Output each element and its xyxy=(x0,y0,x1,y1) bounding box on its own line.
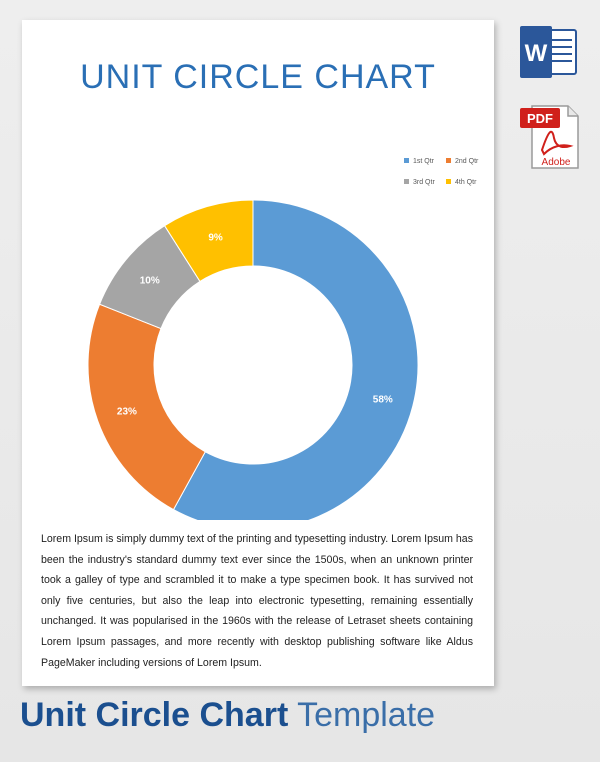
data-label-1st-qtr: 58% xyxy=(372,394,393,406)
word-icon-letter: W xyxy=(524,40,548,67)
chart-slices xyxy=(88,200,418,520)
footer-title-strong: Unit Circle Chart xyxy=(20,696,289,734)
body-paragraph: Lorem Ipsum is simply dummy text of the printing and typesetting industry. Lorem Ipsum has been the industry's standard dummy text ever since the 1500s, when an unknown printer took a galley of type and scrambled it to make a type specimen book. It has survived not only five centuries, but also the leap into electronic typesetting, remaining essentially unchanged. It was popularised in the 1960s with the release of Letraset sheets containing Lorem Ipsum passages, and more recently with desktop publishing software like Aldus PageMaker including versions of Lorem Ipsum. xyxy=(41,533,473,669)
donut-chart xyxy=(22,20,494,520)
legend-label-1st-qtr: 1st Qtr xyxy=(413,158,435,165)
slice-2nd-qtr xyxy=(88,304,205,509)
footer-title xyxy=(20,696,435,735)
document-page xyxy=(22,20,494,686)
legend-label-2nd-qtr: 2nd Qtr xyxy=(455,158,479,165)
word-icon[interactable] xyxy=(518,26,578,78)
data-label-2nd-qtr: 23% xyxy=(116,406,137,418)
data-label-3rd-qtr: 10% xyxy=(139,275,160,287)
data-label-4th-qtr: 9% xyxy=(208,232,223,244)
legend-swatch-2nd-qtr xyxy=(446,158,451,163)
pdf-icon[interactable] xyxy=(518,102,582,170)
page-title: UNIT CIRCLE CHART xyxy=(80,58,436,96)
legend-swatch-1st-qtr xyxy=(404,158,409,163)
legend-swatch-3rd-qtr xyxy=(404,179,409,184)
legend-label-3rd-qtr: 3rd Qtr xyxy=(413,179,435,186)
pdf-adobe-label: Adobe xyxy=(541,157,571,168)
legend-swatch-4th-qtr xyxy=(446,179,451,184)
chart-legend xyxy=(404,158,479,186)
pdf-badge-label: PDF xyxy=(527,111,553,126)
legend-label-4th-qtr: 4th Qtr xyxy=(455,179,477,186)
footer-title-light: Template xyxy=(297,696,436,734)
